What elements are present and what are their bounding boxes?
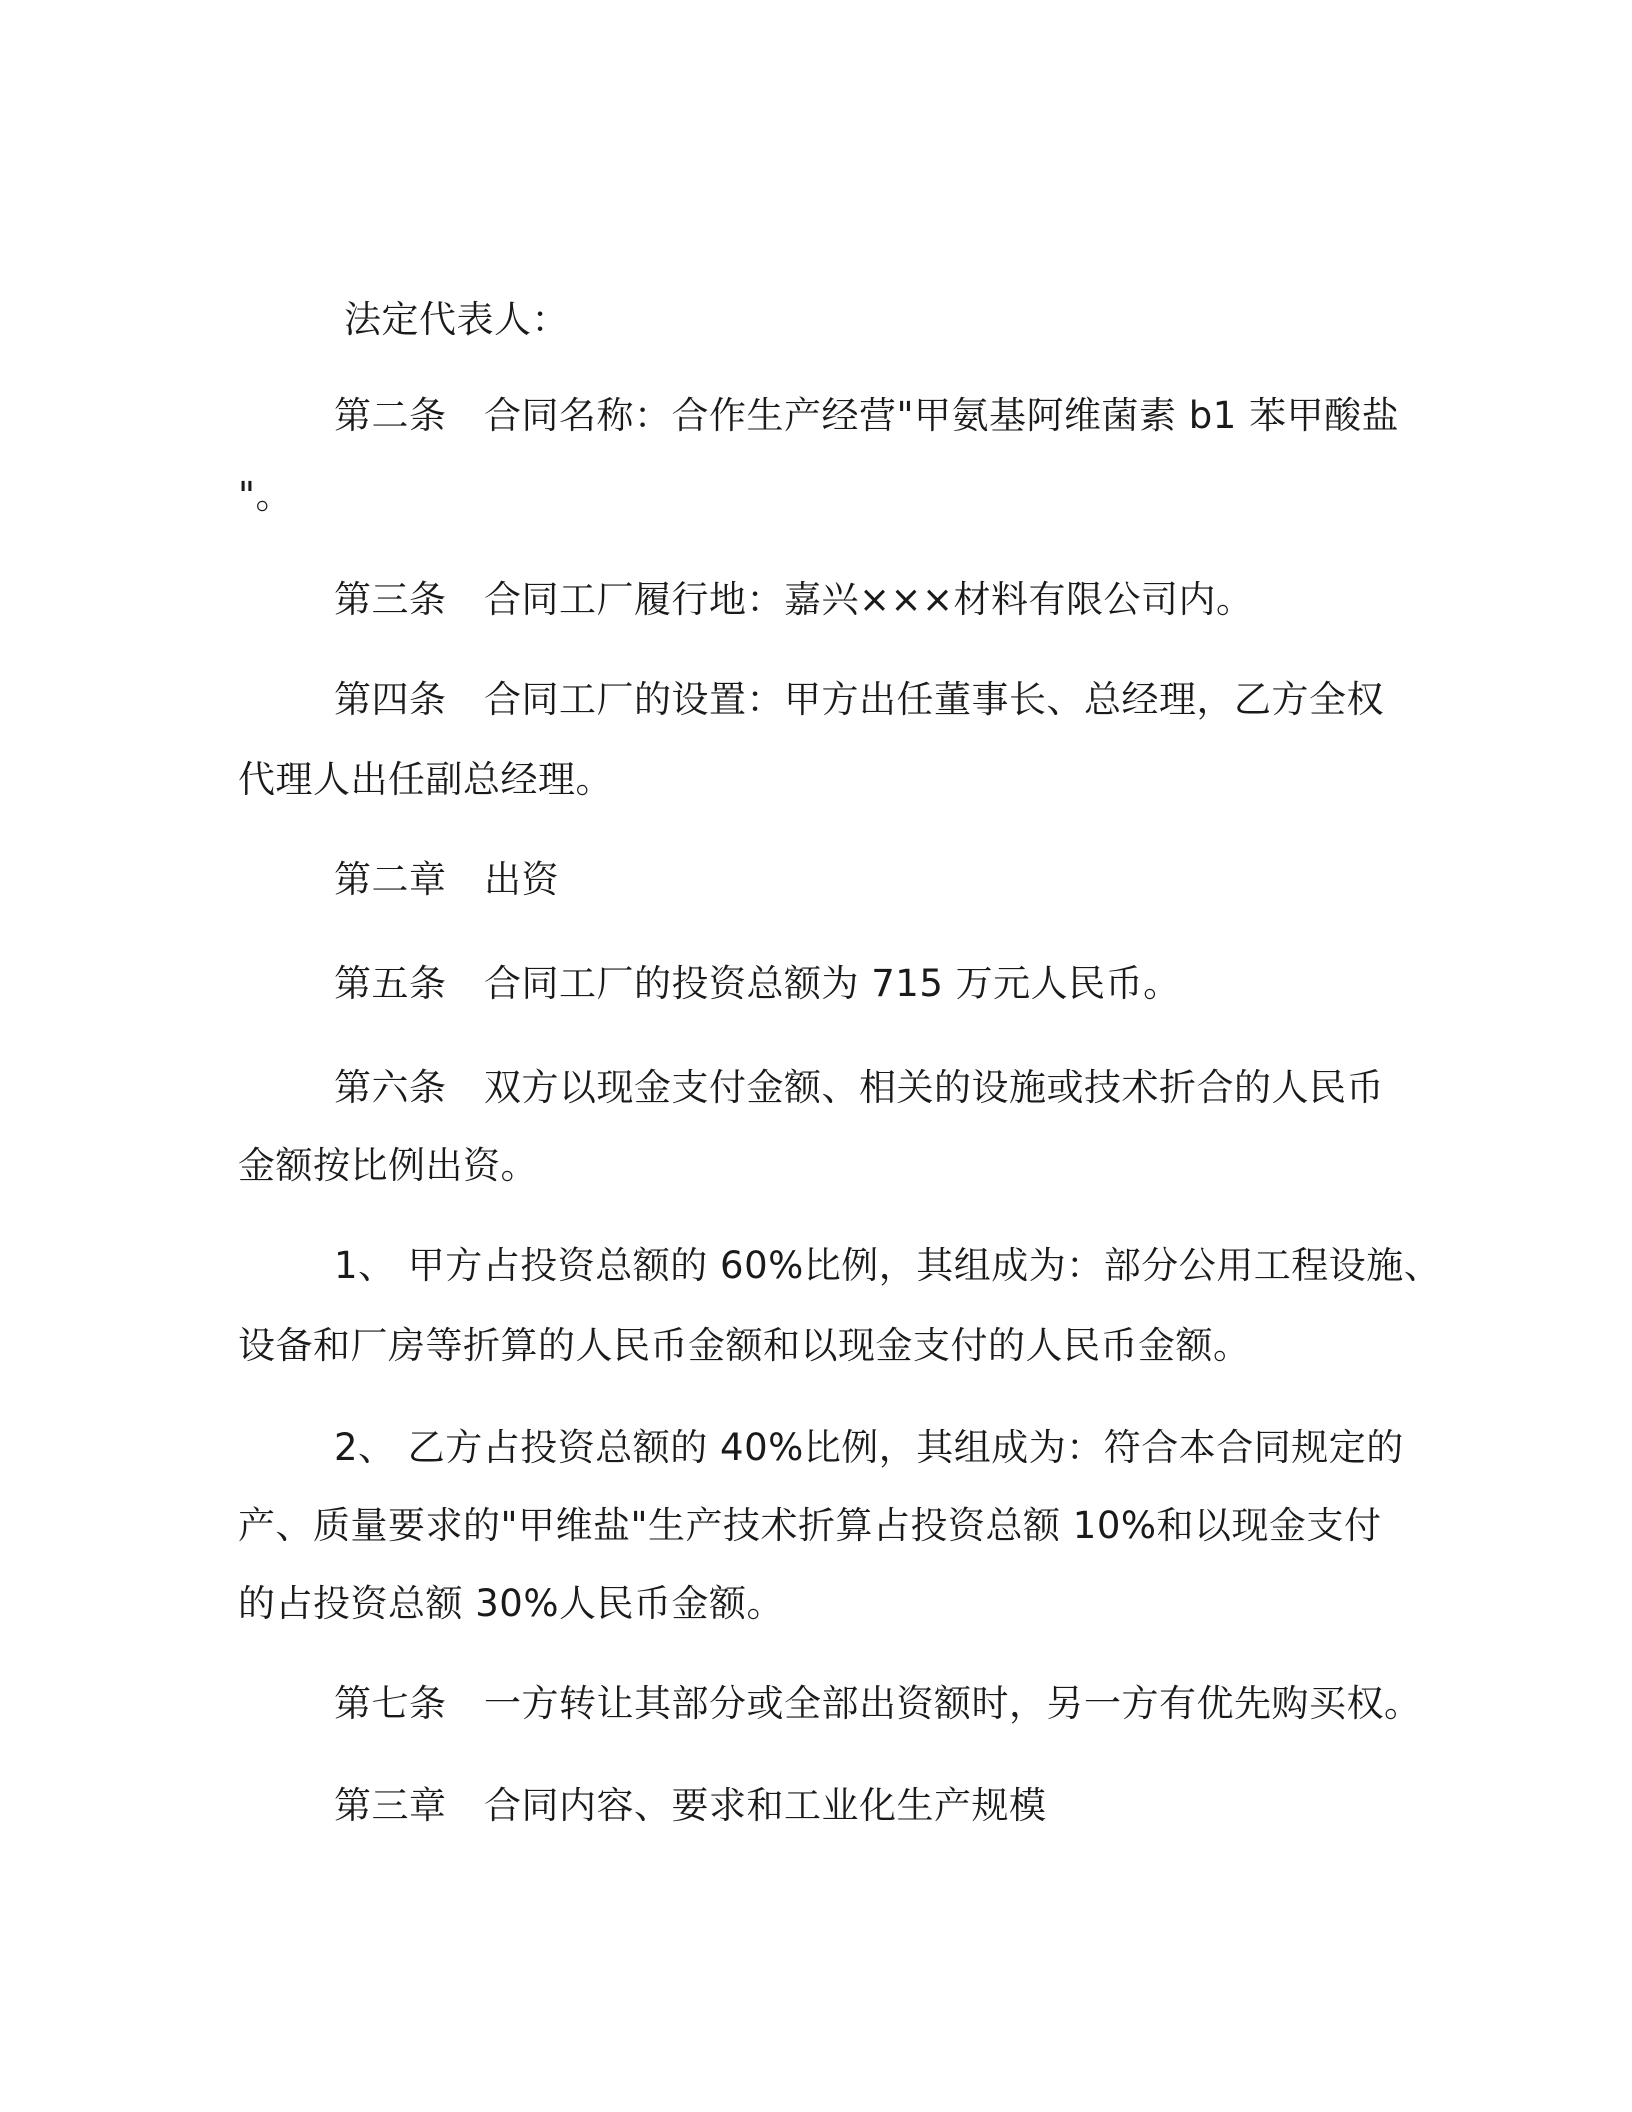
item-2-line-1: 2、 乙方占投资总额的 40%比例，其组成为：符合本合同规定的 <box>334 1426 1404 1469</box>
article-4-line-2: 代理人出任副总经理。 <box>238 758 613 801</box>
article-2-line-1: 第二条 合同名称：合作生产经营"甲氨基阿维菌素 b1 苯甲酸盐 <box>334 394 1400 437</box>
item-1-line-1: 1、 甲方占投资总额的 60%比例，其组成为：部分公用工程设施、 <box>334 1244 1442 1287</box>
article-4-line-1: 第四条 合同工厂的设置：甲方出任董事长、总经理，乙方全权 <box>334 678 1384 721</box>
article-6-line-1: 第六条 双方以现金支付金额、相关的设施或技术折合的人民币 <box>334 1066 1384 1109</box>
article-3: 第三条 合同工厂履行地：嘉兴×××材料有限公司内。 <box>334 578 1254 621</box>
item-1-line-2: 设备和厂房等折算的人民币金额和以现金支付的人民币金额。 <box>238 1324 1251 1367</box>
chapter-2-heading: 第二章 出资 <box>334 858 559 901</box>
article-2-line-2: "。 <box>238 474 294 517</box>
article-6-line-2: 金额按比例出资。 <box>238 1144 538 1187</box>
article-7: 第七条 一方转让其部分或全部出资额时，另一方有优先购买权。 <box>334 1682 1422 1725</box>
article-5: 第五条 合同工厂的投资总额为 715 万元人民币。 <box>334 962 1181 1005</box>
item-2-line-3: 的占投资总额 30%人民币金额。 <box>238 1582 784 1625</box>
legal-representative-label: 法定代表人： <box>344 298 569 341</box>
item-2-line-2: 产、质量要求的"甲维盐"生产技术折算占投资总额 10%和以现金支付 <box>238 1504 1382 1547</box>
chapter-3-heading: 第三章 合同内容、要求和工业化生产规模 <box>334 1784 1047 1827</box>
